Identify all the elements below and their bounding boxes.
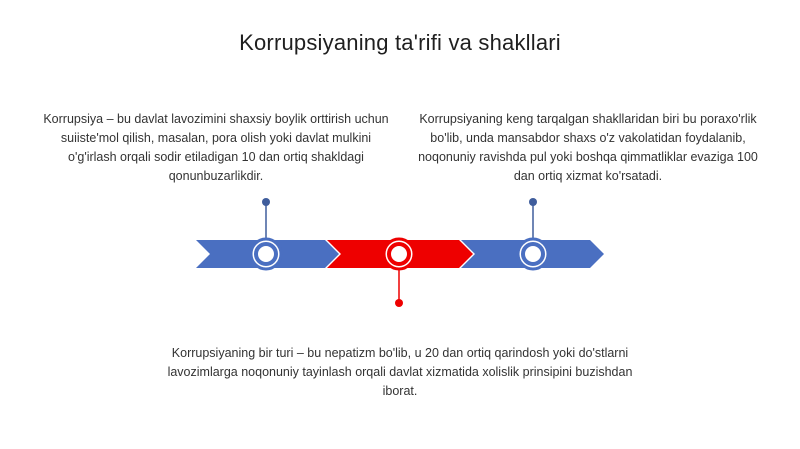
connector-dot-left: [262, 198, 270, 206]
milestone-inner-1: [256, 244, 276, 264]
text-block-bottom: Korrupsiyaning bir turi – bu nepatizm bo'lib, u 20 dan ortiq qarindosh yoki do'stlarni lavozimlarga noqonuniy tayinlash orqali davlat xizmatida xolislik prinsipini buzishdan iborat.: [167, 346, 633, 398]
slide-title: Korrupsiyaning ta'rifi va shakllari: [239, 30, 561, 55]
text-block-left: Korrupsiya – bu davlat lavozimini shaxsiy boylik orttirish uchun suiiste'mol qilish, masalan, pora olish yoki davlat mulkini o'g'irlash orqali sodir etiladigan 10 dan ortiq shakldagi qonunbuzarlikdir.: [43, 112, 389, 183]
milestone-inner-3: [523, 244, 543, 264]
connector-dot-right: [529, 198, 537, 206]
connector-dot-bottom: [395, 299, 403, 307]
milestone-inner-2: [389, 244, 409, 264]
text-block-right: Korrupsiyaning keng tarqalgan shakllaridan biri bu poraxo'rlik bo'lib, unda mansabdor shaxs o'z vakolatidan foydalanib, noqonuniy ravishda pul yoki boshqa qimmatliklar evaziga 100 dan ortiq xizmat ko'rsatadi.: [418, 112, 758, 183]
